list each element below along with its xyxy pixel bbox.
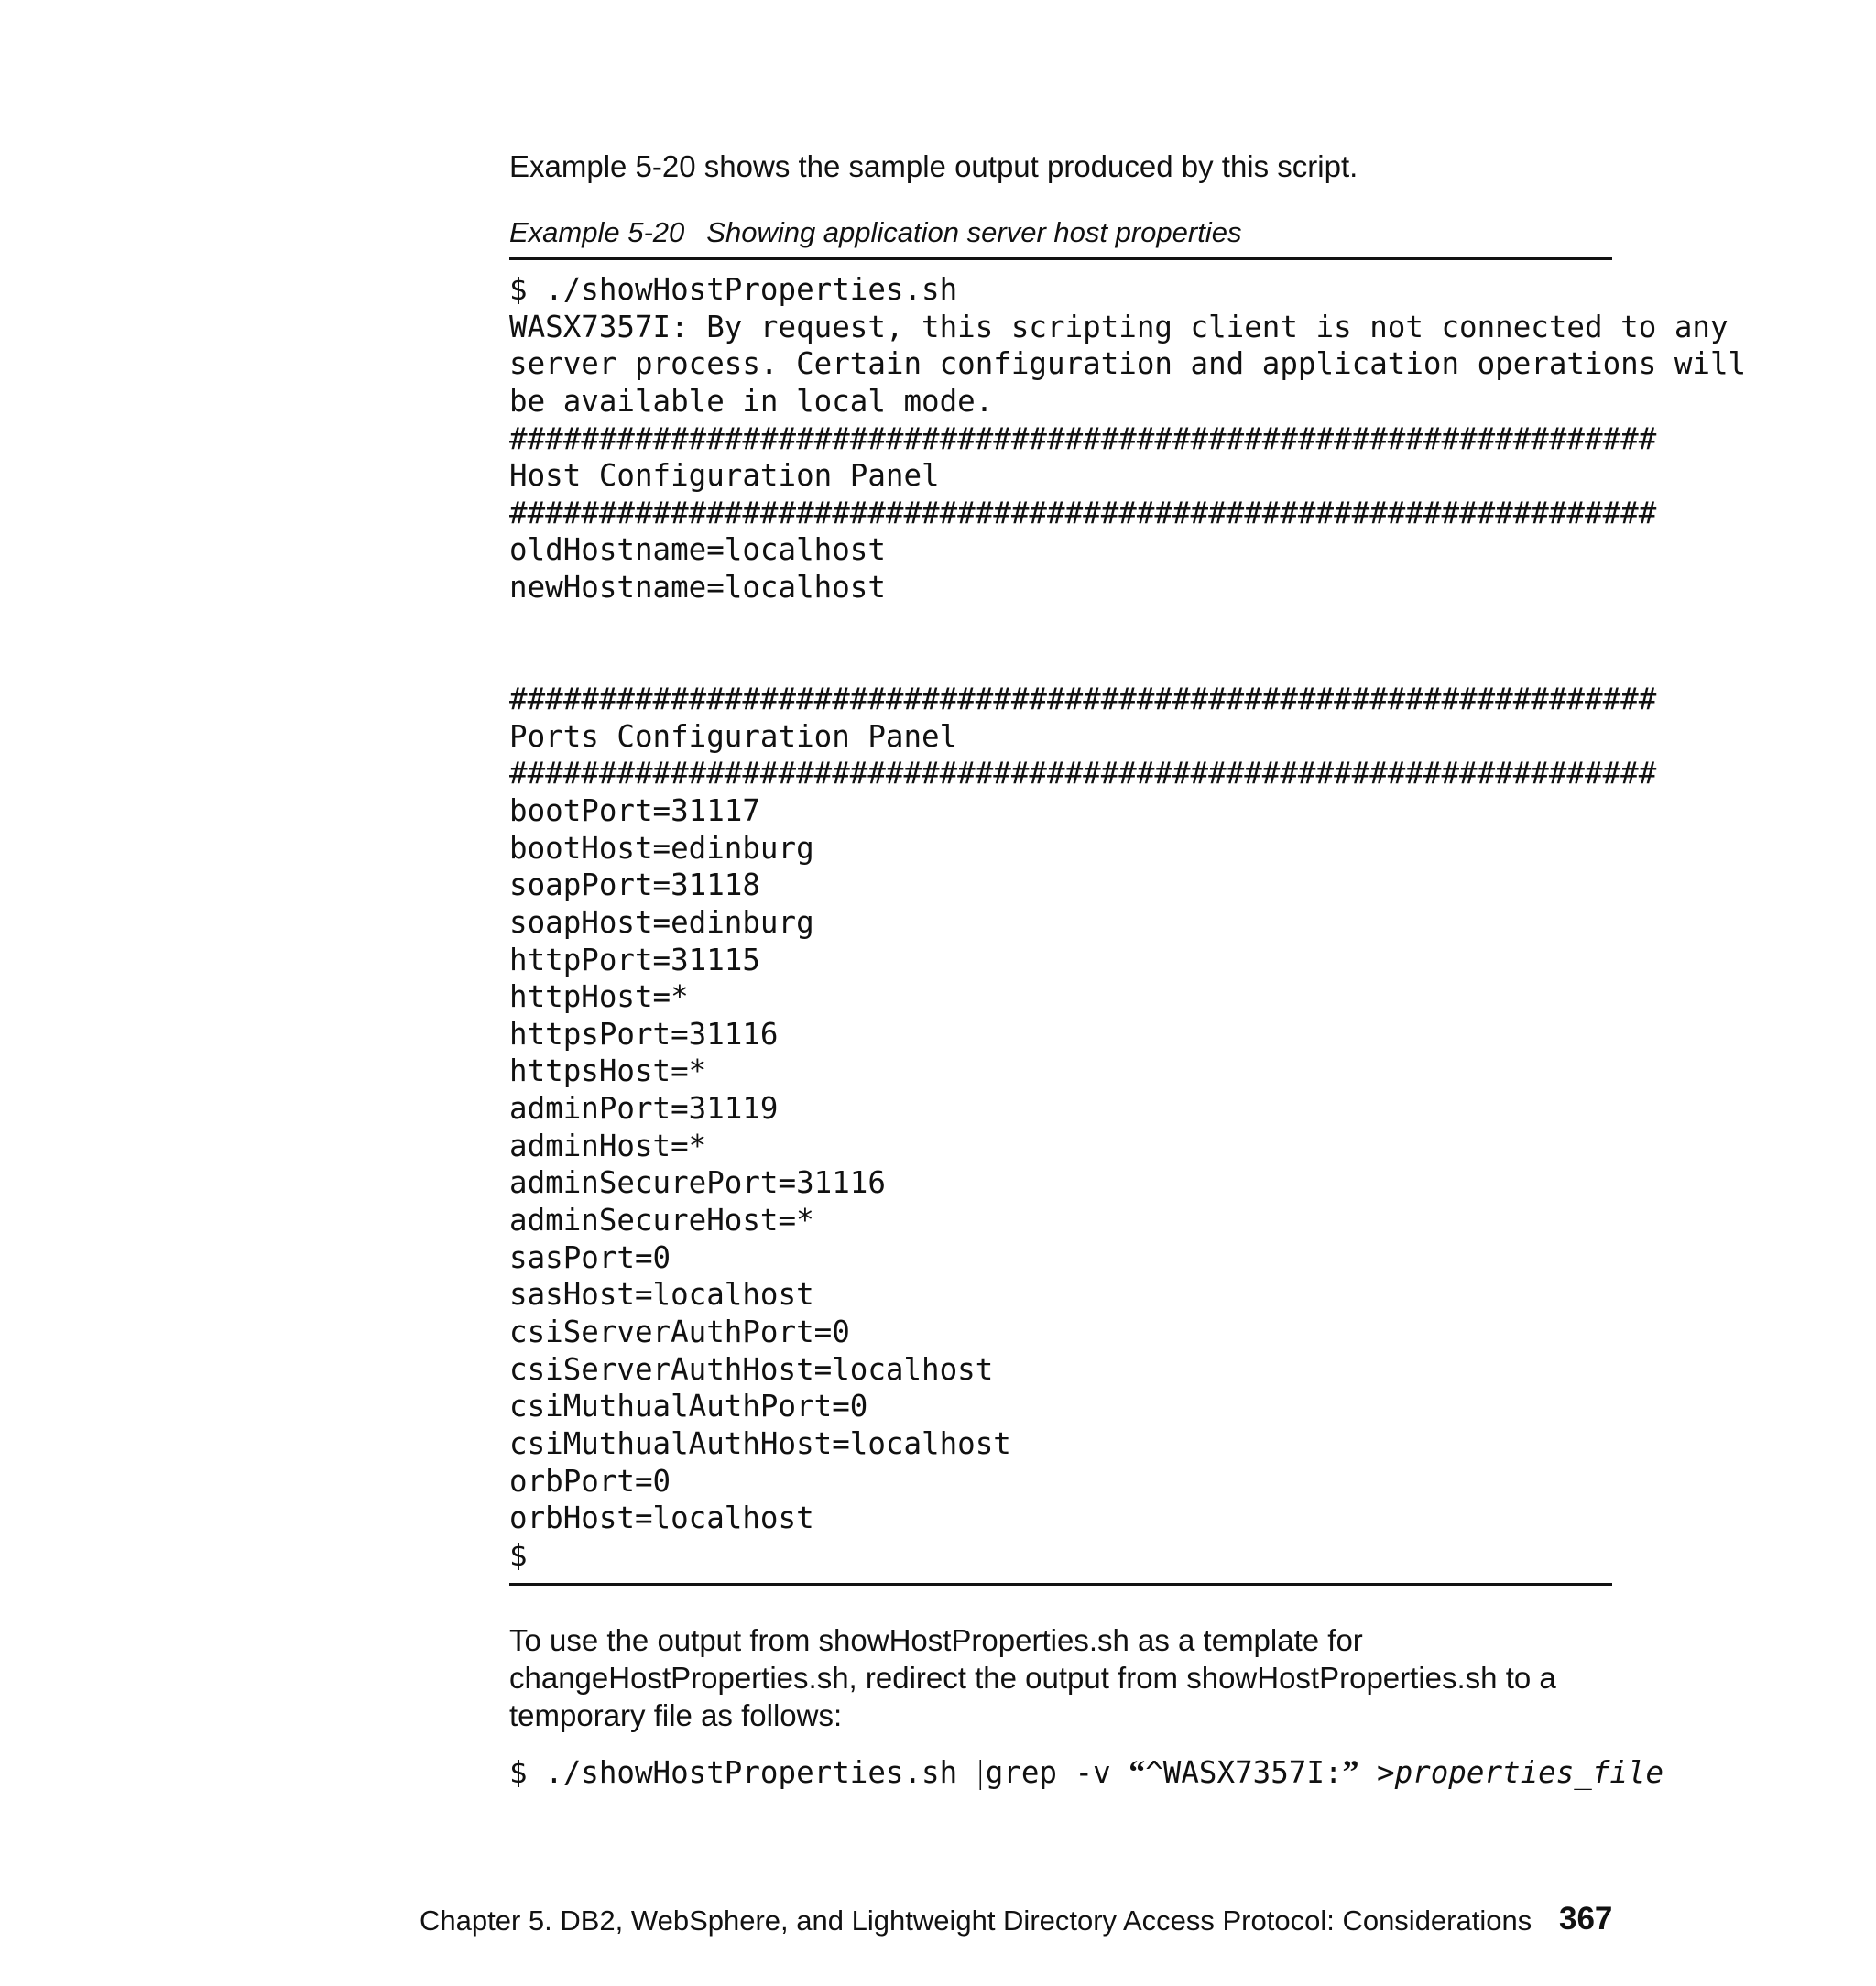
example-caption (509, 213, 1241, 253)
code-top-rule (509, 257, 1612, 260)
code-line: httpPort=31115 (509, 942, 760, 977)
code-line: csiMuthualAuthHost=localhost (509, 1425, 1011, 1461)
code-line: WASX7357I: By request, this scripting client is not connected to any (509, 309, 1729, 344)
code-line: csiServerAuthPort=0 (509, 1314, 850, 1349)
command-grep: grep -v (985, 1755, 1129, 1790)
code-line: oldHostname=localhost (509, 532, 886, 568)
caption-label: Example 5-20 (509, 216, 685, 248)
code-line (509, 643, 1746, 681)
code-line: csiServerAuthHost=localhost (509, 1351, 994, 1387)
code-block (509, 271, 1746, 1574)
code-line: orbHost=localhost (509, 1500, 814, 1536)
code-line: bootHost=edinburg (509, 830, 814, 866)
code-line (509, 606, 1746, 644)
code-line: orbPort=0 (509, 1463, 671, 1499)
code-line: httpsHost=* (509, 1053, 707, 1089)
code-line: soapPort=31118 (509, 868, 760, 903)
code-line: sasHost=localhost (509, 1277, 814, 1313)
code-line: adminHost=* (509, 1128, 707, 1163)
command-close-quote: ” (1342, 1753, 1359, 1790)
code-line: server process. Certain configuration and application operations will (509, 346, 1747, 382)
command-file: properties_file (1394, 1755, 1664, 1790)
code-line: $ (509, 1537, 528, 1573)
code-line: ################################################################ (509, 682, 1657, 717)
code-line: ################################################################ (509, 420, 1657, 456)
code-bottom-rule (509, 1583, 1612, 1586)
code-line: soapHost=edinburg (509, 904, 814, 940)
code-line: httpsPort=31116 (509, 1016, 779, 1052)
command-pipe: | (975, 1755, 986, 1790)
command-pattern: ^WASX7357I: (1145, 1755, 1343, 1790)
code-line: Ports Configuration Panel (509, 718, 958, 754)
command-line (509, 1751, 1663, 1793)
intro-paragraph: Example 5-20 shows the sample output produced by this script. (509, 149, 1358, 183)
page-number: 367 (1559, 1901, 1613, 1937)
code-line: Host Configuration Panel (509, 458, 940, 494)
instruction-paragraph: To use the output from showHostProperties.sh as a template for changeHostProperties.sh, redirect the output from showHostProperties.sh to a temporary file as follows: (509, 1623, 1556, 1732)
code-line: newHostname=localhost (509, 570, 886, 606)
code-line: $ ./showHostProperties.sh (509, 272, 958, 307)
footer-chapter: Chapter 5. DB2, WebSphere, and Lightweight Directory Access Protocol: Considerations (420, 1904, 1532, 1937)
code-line: adminPort=31119 (509, 1091, 779, 1127)
code-line: csiMuthualAuthPort=0 (509, 1389, 868, 1424)
code-line: ################################################################ (509, 756, 1657, 791)
command-redirect: > (1358, 1755, 1395, 1790)
code-line: be available in local mode. (509, 383, 994, 419)
code-line: sasPort=0 (509, 1239, 671, 1275)
code-line: bootPort=31117 (509, 792, 760, 828)
code-line: ################################################################ (509, 495, 1657, 530)
code-line: adminSecurePort=31116 (509, 1165, 886, 1201)
caption-title: Showing application server host properties (706, 216, 1242, 248)
code-line: httpHost=* (509, 979, 689, 1015)
command-prefix: $ ./showHostProperties.sh (509, 1755, 976, 1790)
code-line: adminSecureHost=* (509, 1203, 814, 1239)
command-open-quote: “ (1129, 1753, 1146, 1790)
